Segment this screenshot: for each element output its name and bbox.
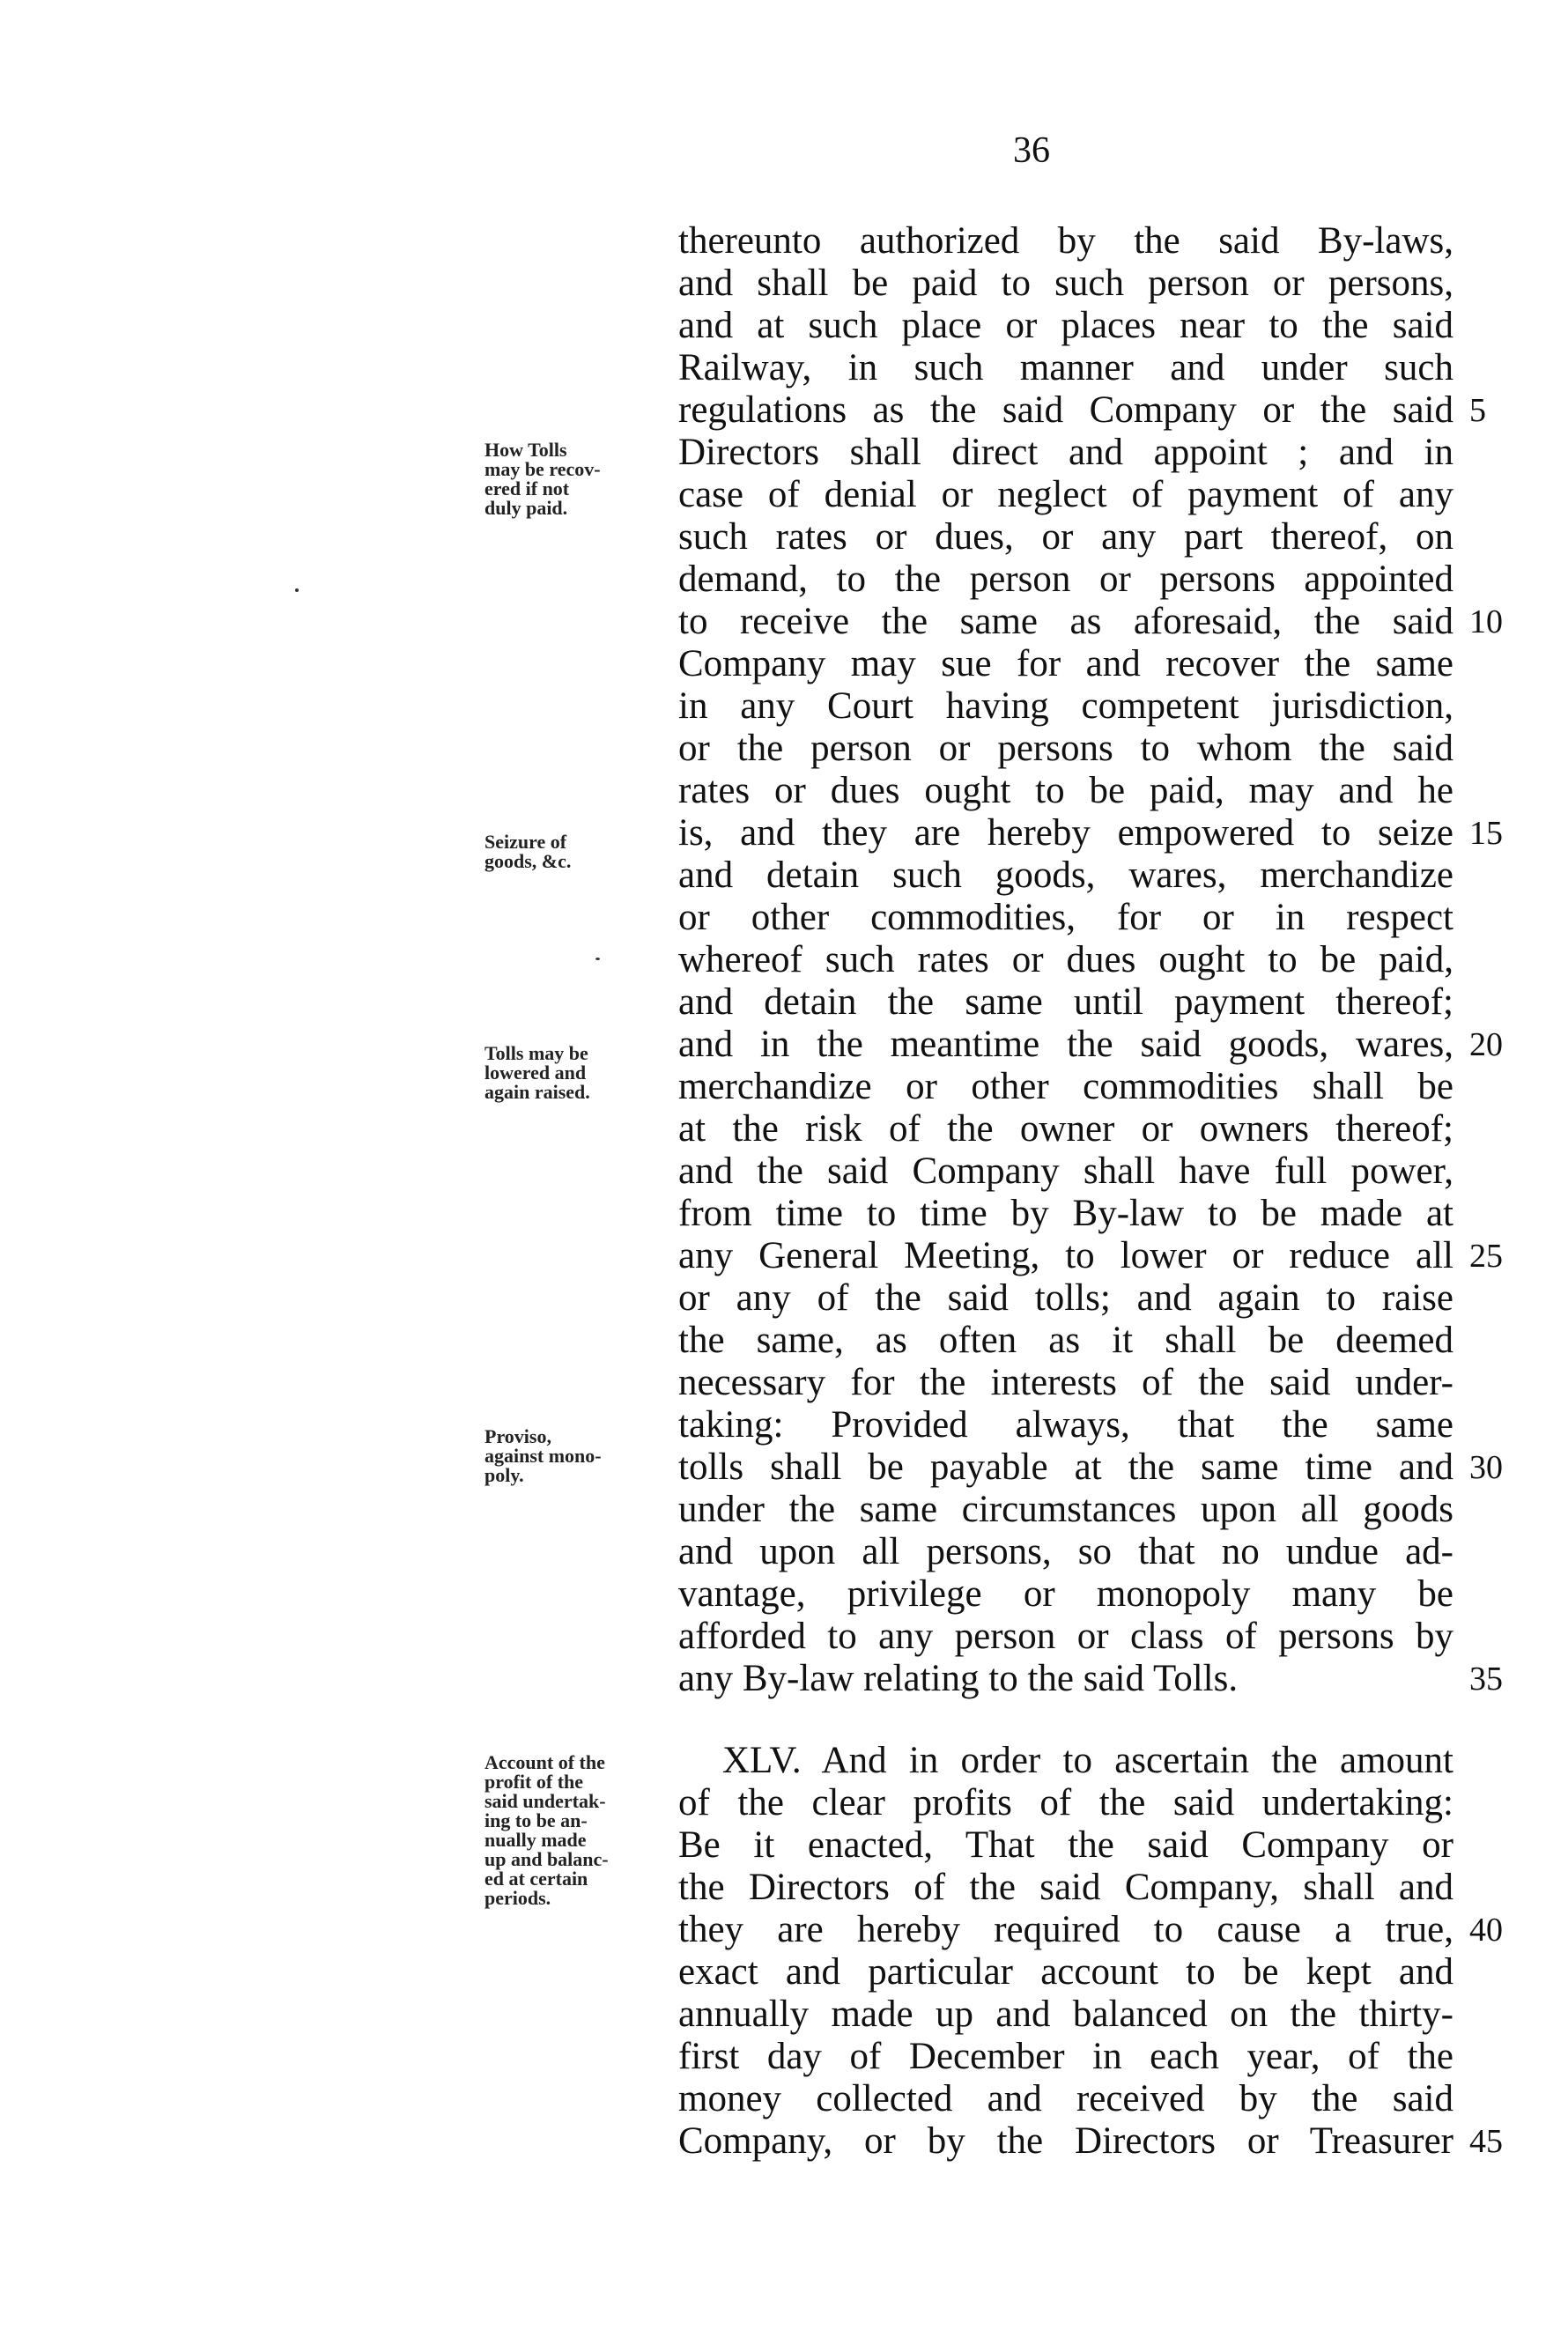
margin-note-line: Proviso,: [484, 1425, 551, 1447]
body-line: Company, or by the Directors or Treasurer: [678, 2120, 1453, 2162]
body-line: or other commodities, for or in respect: [678, 897, 1453, 938]
section-heading-line: XLV. And in order to ascertain the amount: [722, 1740, 1453, 1781]
margin-note-line: again raised.: [484, 1081, 590, 1103]
margin-note-tolls-recovery: [484, 440, 661, 518]
margin-note-line: goods, &c.: [484, 850, 572, 872]
body-line: tolls shall be payable at the same time and: [678, 1446, 1453, 1488]
body-line: taking: Provided always, that the same: [678, 1404, 1453, 1446]
body-line: necessary for the interests of the said under-: [678, 1362, 1453, 1403]
body-line: money collected and received by the said: [678, 2078, 1453, 2119]
body-line: the Directors of the said Company, shall and: [678, 1867, 1453, 1908]
line-number: 20: [1469, 1026, 1503, 1063]
body-line: is, and they are hereby empowered to seize: [678, 812, 1453, 854]
body-line: exact and particular account to be kept and: [678, 1951, 1453, 1993]
margin-note-line: periods.: [484, 1887, 551, 1909]
margin-note-account: [484, 1753, 661, 1908]
body-line: and upon all persons, so that no undue ad-: [678, 1531, 1453, 1572]
body-line: any By-law relating to the said Tolls.: [678, 1658, 1239, 1699]
body-line: first day of December in each year, of the: [678, 2036, 1453, 2077]
line-number: 5: [1469, 392, 1486, 429]
body-line: of the clear profits of the said undertaking:: [678, 1782, 1453, 1823]
margin-note-line: may be recov-: [484, 458, 601, 480]
line-number: 25: [1469, 1238, 1503, 1275]
margin-note-line: Seizure of: [484, 831, 567, 853]
margin-note-seizure: [484, 832, 661, 871]
body-line: afforded to any person or class of persons by: [678, 1616, 1453, 1657]
body-line: annually made up and balanced on the thirty-: [678, 1993, 1453, 2035]
body-line: rates or dues ought to be paid, may and he: [678, 770, 1453, 811]
body-line: and shall be paid to such person or persons,: [678, 263, 1453, 304]
body-line: from time to time by By-law to be made at: [678, 1193, 1453, 1234]
line-number: 10: [1469, 603, 1503, 640]
margin-note-line: ing to be an-: [484, 1809, 588, 1831]
margin-note-line: profit of the: [484, 1771, 584, 1793]
body-line: and in the meantime the said goods, wares,: [678, 1024, 1453, 1065]
body-line: and detain the same until payment thereof;: [678, 981, 1453, 1023]
margin-note-line: Tolls may be: [484, 1042, 588, 1064]
body-line: under the same circumstances upon all goods: [678, 1489, 1453, 1530]
body-line: any General Meeting, to lower or reduce all: [678, 1235, 1453, 1276]
margin-note-proviso: [484, 1427, 661, 1485]
body-line: Company may sue for and recover the same: [678, 643, 1453, 684]
print-speck: [595, 958, 600, 960]
line-number: 35: [1469, 1661, 1503, 1698]
body-line: to receive the same as aforesaid, the said: [678, 601, 1453, 642]
body-line: whereof such rates or dues ought to be paid,: [678, 939, 1453, 980]
margin-note-line: nually made: [484, 1829, 587, 1851]
line-number: 45: [1469, 2123, 1503, 2160]
margin-note-line: said undertak-: [484, 1790, 606, 1812]
body-line: and detain such goods, wares, merchandize: [678, 854, 1453, 896]
body-line: at the risk of the owner or owners thereof;: [678, 1108, 1453, 1150]
margin-note-line: ered if not: [484, 477, 570, 499]
body-line: thereunto authorized by the said By-laws,: [678, 220, 1453, 262]
body-line: such rates or dues, or any part thereof, on: [678, 516, 1453, 558]
page-number: 36: [1013, 130, 1050, 171]
body-line: and at such place or places near to the said: [678, 305, 1453, 346]
margin-note-line: poly.: [484, 1464, 524, 1486]
margin-note-line: against mono-: [484, 1445, 602, 1467]
margin-note-tolls-lowered: [484, 1044, 661, 1102]
body-line: or the person or persons to whom the said: [678, 728, 1453, 769]
line-number: 15: [1469, 815, 1503, 852]
body-line: vantage, privilege or monopoly many be: [678, 1573, 1453, 1615]
body-line: in any Court having competent jurisdiction,: [678, 685, 1453, 727]
body-line: they are hereby required to cause a true,: [678, 1909, 1453, 1950]
line-number: 30: [1469, 1449, 1503, 1486]
print-speck: [295, 588, 299, 592]
body-line: Railway, in such manner and under such: [678, 347, 1453, 388]
margin-note-line: How Tolls: [484, 439, 567, 461]
margin-note-line: up and balanc-: [484, 1848, 609, 1870]
body-line: merchandize or other commodities shall be: [678, 1066, 1453, 1107]
body-line: or any of the said tolls; and again to raise: [678, 1277, 1453, 1319]
body-line: Be it enacted, That the said Company or: [678, 1824, 1453, 1866]
line-number: 40: [1469, 1912, 1503, 1949]
body-line: and the said Company shall have full power,: [678, 1150, 1453, 1192]
body-line: Directors shall direct and appoint ; and in: [678, 432, 1453, 473]
body-line: demand, to the person or persons appointed: [678, 558, 1453, 600]
body-line: the same, as often as it shall be deemed: [678, 1320, 1453, 1361]
margin-note-line: Account of the: [484, 1751, 605, 1773]
body-line: regulations as the said Company or the said: [678, 389, 1453, 431]
margin-note-line: lowered and: [484, 1061, 587, 1084]
margin-note-line: duly paid.: [484, 497, 568, 519]
margin-note-line: ed at certain: [484, 1868, 588, 1890]
body-line: case of denial or neglect of payment of any: [678, 474, 1453, 515]
